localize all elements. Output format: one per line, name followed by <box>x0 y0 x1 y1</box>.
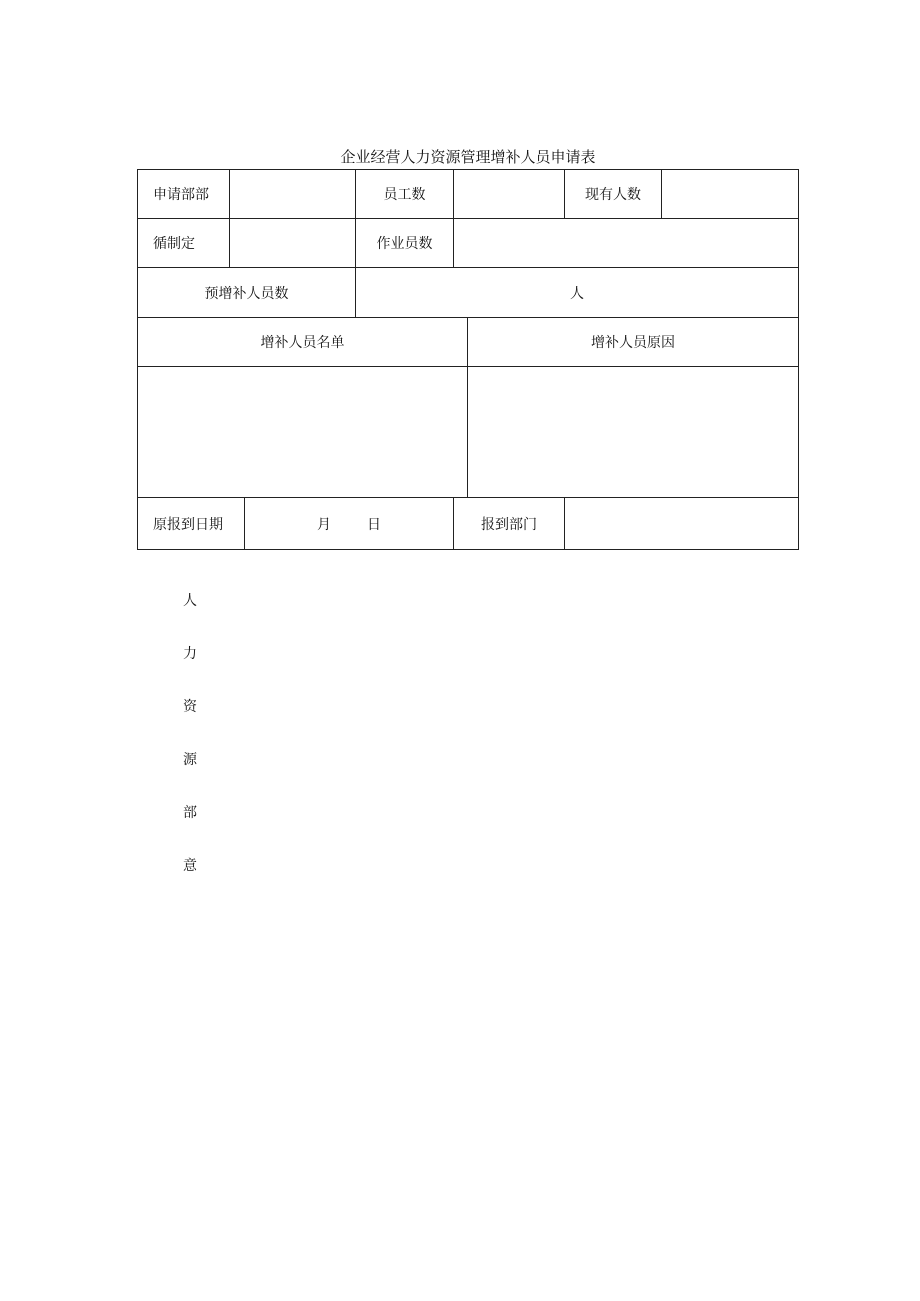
staff-count-label: 员工数 <box>383 187 426 203</box>
vertical-char: 源 <box>183 752 197 768</box>
current-count-input[interactable] <box>662 170 798 218</box>
day-label: 日 <box>367 516 381 533</box>
candidate-list-label: 增补人员名单 <box>260 335 345 351</box>
report-date-label: 原报到日期 <box>153 516 223 533</box>
vertical-char: 资 <box>183 699 197 715</box>
form-title: 企业经营人力资源管理增补人员申请表 <box>340 148 596 166</box>
report-dept-input[interactable] <box>565 498 798 549</box>
report-date-input[interactable] <box>245 498 453 549</box>
reason-label: 增补人员原因 <box>591 335 675 351</box>
staff-count-input[interactable] <box>454 170 564 218</box>
planned-count-label: 预增补人员数 <box>204 285 289 302</box>
worker-count-input[interactable] <box>454 219 798 267</box>
month-label: 月 <box>317 516 331 533</box>
vertical-char: 意 <box>183 858 197 874</box>
dept-label: 申请部部 <box>153 187 209 203</box>
worker-count-label: 作业员数 <box>376 236 433 252</box>
quota-input[interactable] <box>230 219 355 267</box>
quota-label: 循制定 <box>153 236 195 252</box>
report-dept-label: 报到部门 <box>481 516 537 533</box>
candidate-list-input[interactable] <box>138 367 467 497</box>
dept-input[interactable] <box>230 170 355 218</box>
vertical-char: 部 <box>183 805 197 821</box>
current-count-label: 现有人数 <box>585 187 641 203</box>
vertical-char: 力 <box>183 646 197 662</box>
reason-input[interactable] <box>468 367 798 497</box>
planned-count-input[interactable]: 人 <box>570 285 584 302</box>
requisition-table <box>137 169 799 550</box>
vertical-char: 人 <box>183 593 197 609</box>
